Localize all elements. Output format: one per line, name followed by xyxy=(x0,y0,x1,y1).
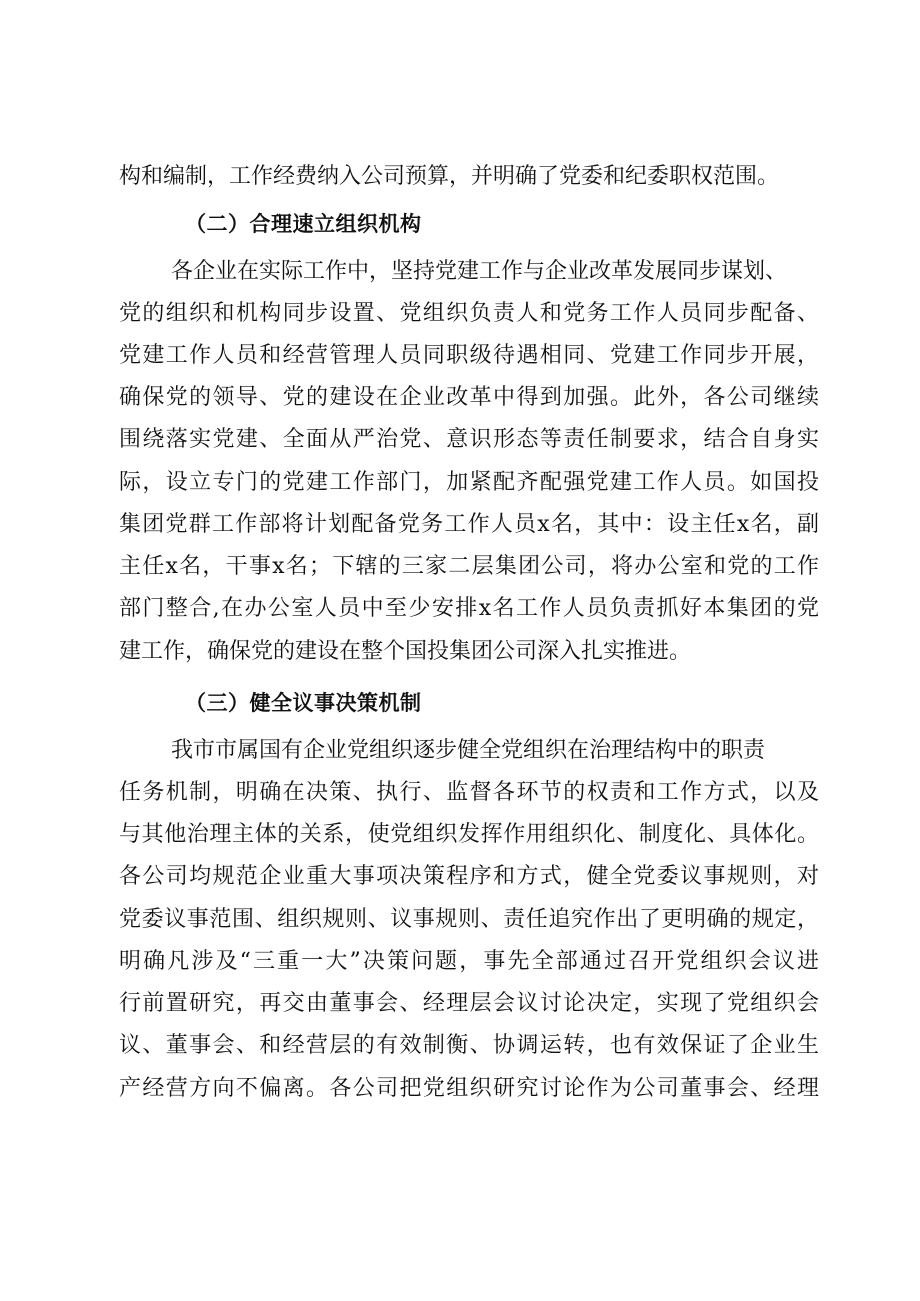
paragraph-line: 建工作，确保党的建设在整个国投集团公司深入扎实推进。 xyxy=(119,639,692,664)
paragraph-line: 议、董事会、和经营层的有效制衡、协调运转，也有效保证了企业生 xyxy=(119,1033,819,1058)
paragraph-line: 与其他治理主体的关系，使党组织发挥作用组织化、制度化、具体化。 xyxy=(119,822,819,847)
paragraph-line: 行前置研究，再交由董事会、经理层会议讨论决定，实现了党组织会 xyxy=(119,991,819,1016)
paragraph-line: 党的组织和机构同步设置、党组织负责人和党务工作人员同步配备、 xyxy=(119,301,819,326)
paragraph-line: 主任x名，干事x名；下辖的三家二层集团公司，将办公室和党的工作 xyxy=(119,554,819,579)
paragraph-line: 任务机制，明确在决策、执行、监督各环节的权责和工作方式，以及 xyxy=(119,780,819,805)
paragraph-line: 集团党群工作部将计划配备党务工作人员x名，其中：设主任x名，副 xyxy=(119,512,819,537)
paragraph-line: 我市市属国有企业党组织逐步健全党组织在治理结构中的职责 xyxy=(171,738,766,763)
paragraph-line: 党建工作人员和经营管理人员同职级待遇相同、党建工作同步开展， xyxy=(119,343,819,368)
section-heading: （二）合理速立组织机构 xyxy=(185,212,422,236)
paragraph-line: 明确凡涉及“三重一大”决策问题，事先全部通过召开党组织会议进 xyxy=(119,949,819,974)
paragraph-line: 党委议事范围、组织规则、议事规则、责任追究作出了更明确的规定， xyxy=(119,907,819,932)
paragraph-line: 确保党的领导、党的建设在企业改革中得到加强。此外，各公司继续 xyxy=(119,385,819,410)
paragraph-line: 各公司均规范企业重大事项决策程序和方式，健全党委议事规则，对 xyxy=(119,864,819,889)
paragraph-line: 产经营方向不偏离。各公司把党组织研究讨论作为公司董事会、经理 xyxy=(119,1076,819,1101)
paragraph-line: 围绕落实党建、全面从严治党、意识形态等责任制要求，结合自身实 xyxy=(119,427,819,452)
paragraph-line: 构和编制，工作经费纳入公司预算，并明确了党委和纪委职权范围。 xyxy=(119,164,780,189)
paragraph-line: 际，设立专门的党建工作部门，加紧配齐配强党建工作人员。如国投 xyxy=(119,470,819,495)
paragraph-line: 部门整合,在办公室人员中至少安排x名工作人员负责抓好本集团的党 xyxy=(119,596,819,621)
section-heading: （三）健全议事决策机制 xyxy=(185,691,422,715)
paragraph-line: 各企业在实际工作中，坚持党建工作与企业改革发展同步谋划、 xyxy=(171,259,788,284)
